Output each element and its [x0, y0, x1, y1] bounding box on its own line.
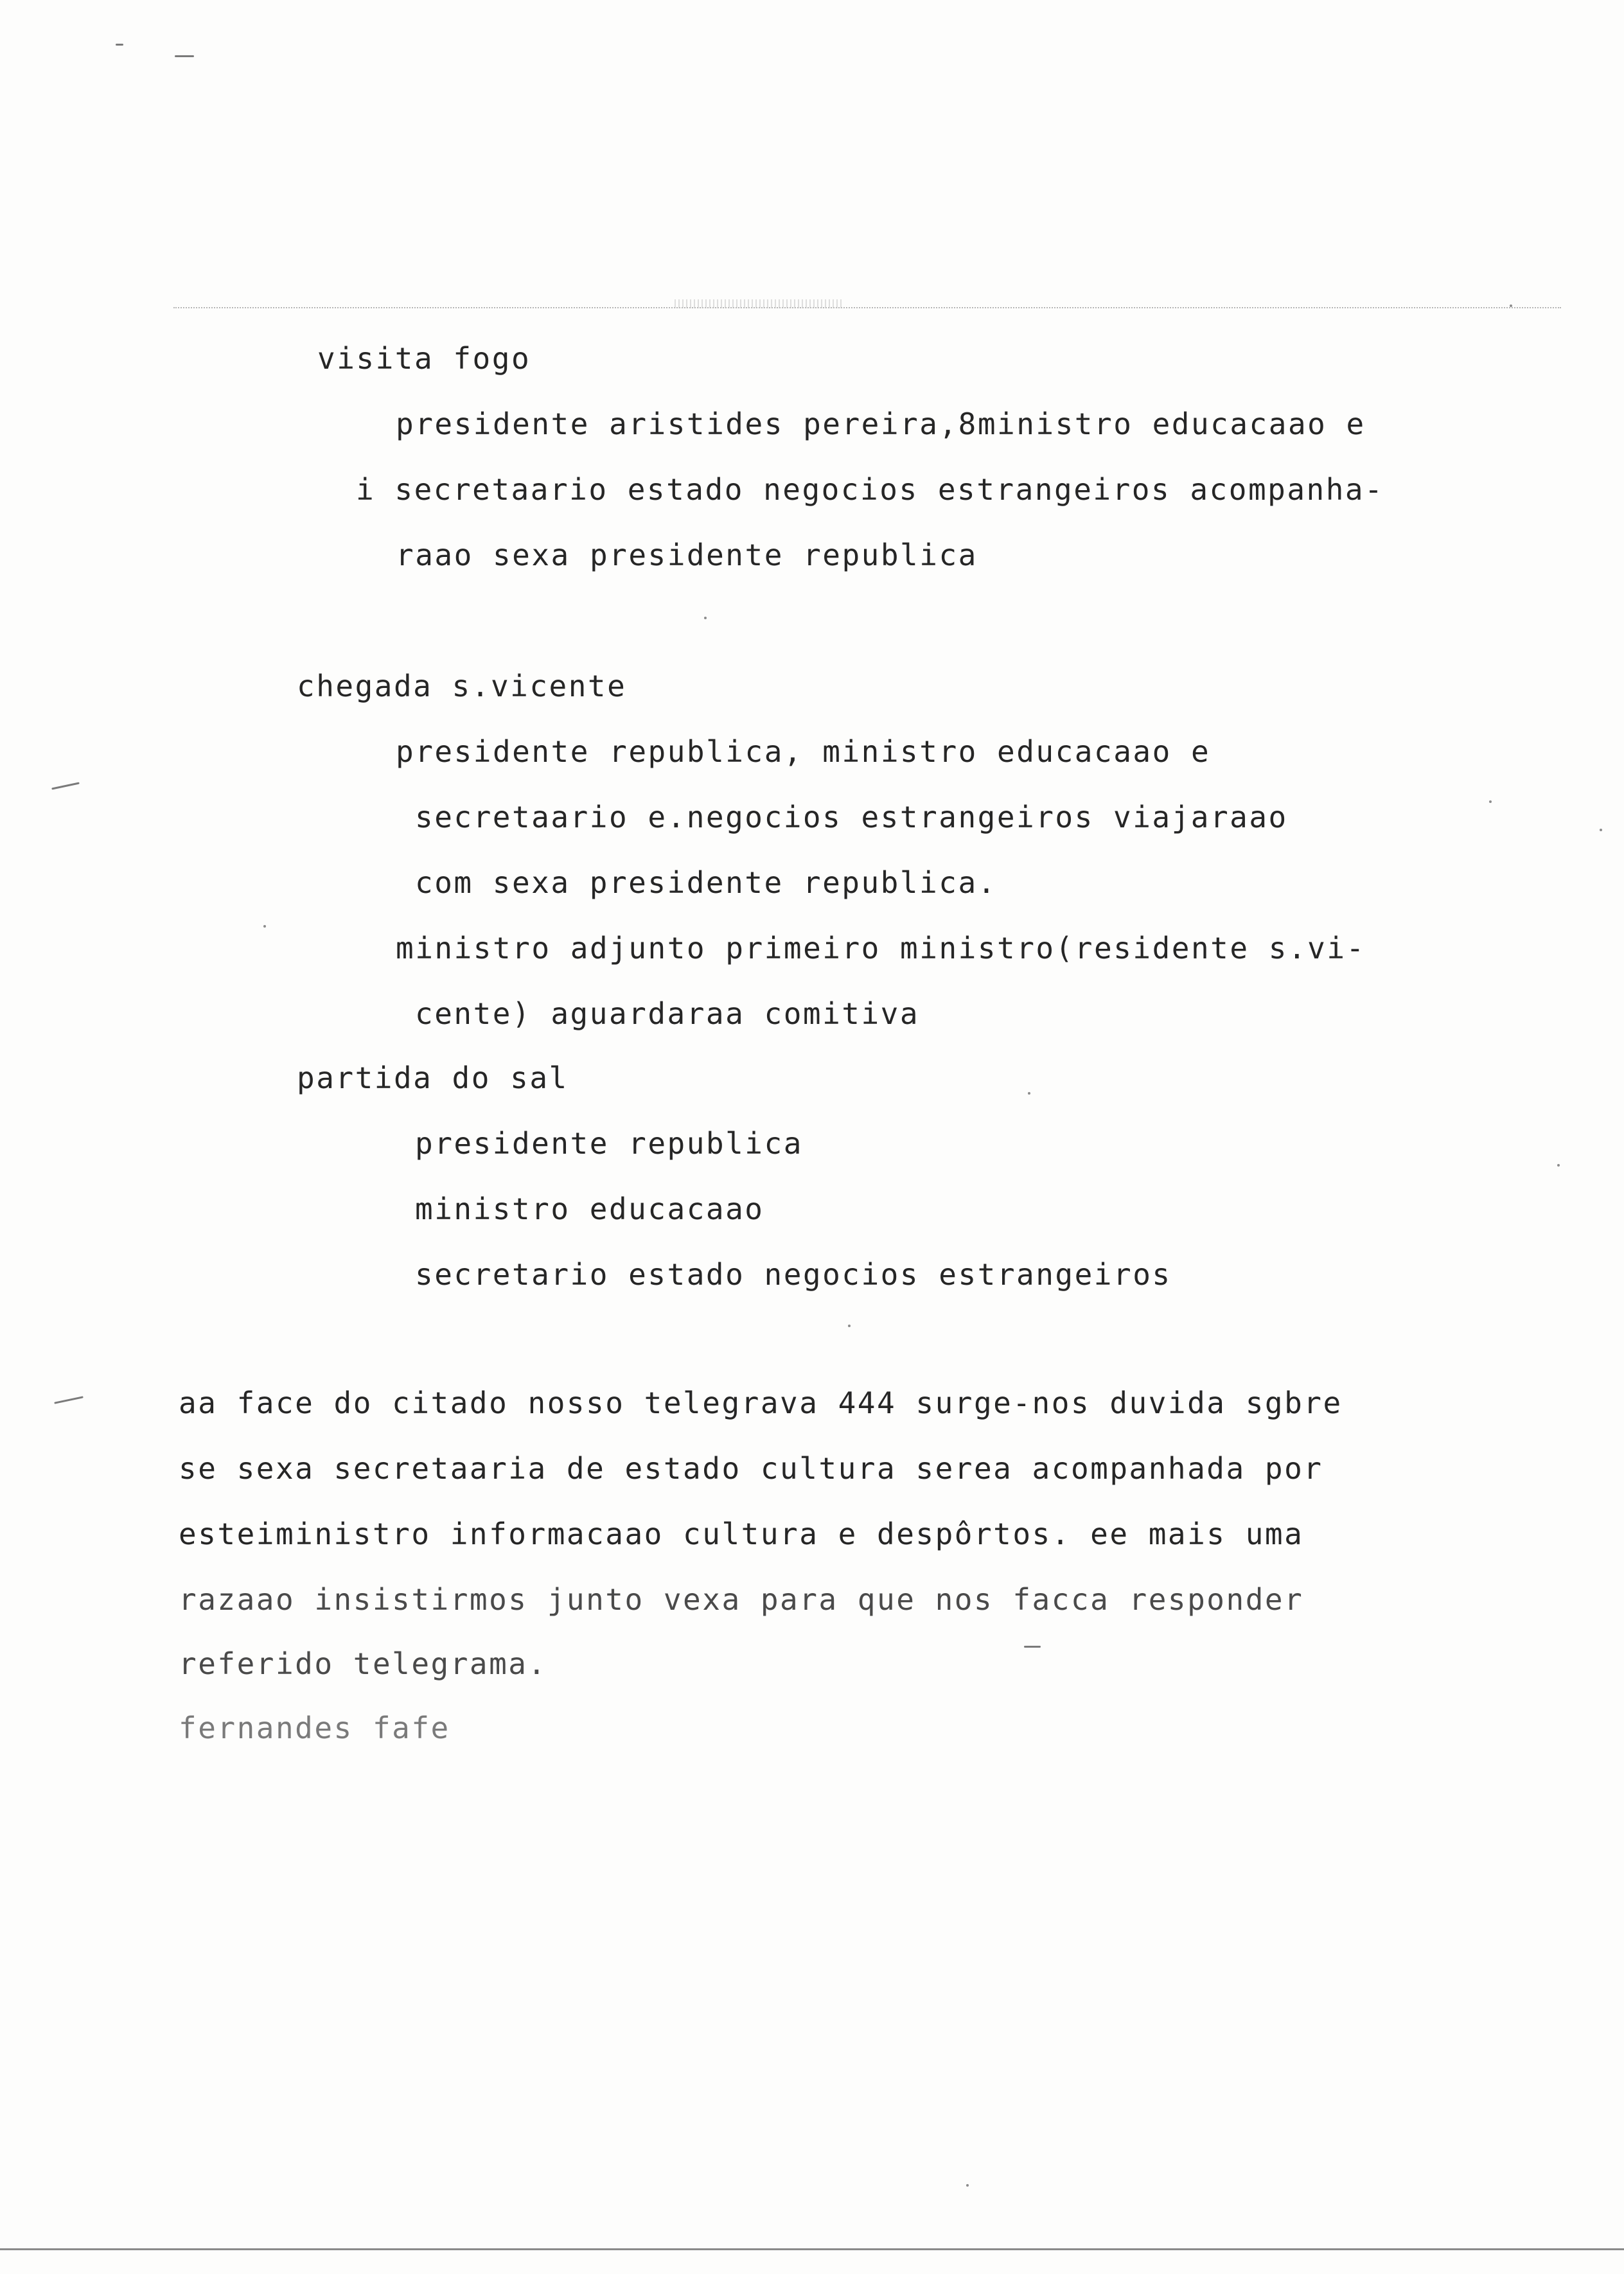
top-dotted-rule	[173, 307, 1561, 308]
top-rule-smudge	[675, 299, 842, 308]
visita-fogo-line-1: presidente aristides pereira,8ministro educacaao e	[396, 407, 1366, 441]
visita-fogo-line-2: i secretaario estado negocios estrangeiros acompanha-	[356, 472, 1384, 507]
scan-speck	[1557, 1164, 1560, 1167]
closing-line-4: razaao insistirmos junto vexa para que nos facca responder	[179, 1582, 1304, 1617]
chegada-line-3: com sexa presidente republica.	[415, 865, 997, 900]
scan-mark	[54, 1396, 84, 1404]
scan-speck	[966, 2184, 969, 2187]
closing-line-1: aa face do citado nosso telegrava 444 surge-nos duvida sgbre	[179, 1386, 1343, 1420]
bottom-rule	[0, 2248, 1624, 2250]
closing-line-5: referido telegrama.	[179, 1646, 547, 1681]
scan-speck	[1489, 800, 1492, 803]
scan-mark	[116, 44, 123, 46]
chegada-line-1: presidente republica, ministro educacaao e	[396, 734, 1211, 769]
chegada-line-2: secretaario e.negocios estrangeiros viajaraao	[415, 800, 1288, 834]
heading-chegada-svicente: chegada s.vicente	[297, 669, 627, 703]
partida-line-2: ministro educacaao	[415, 1192, 764, 1226]
heading-visita-fogo: visita fogo	[317, 341, 531, 376]
closing-line-3: esteiministro informacaao cultura e despôrtos. ee mais uma	[179, 1517, 1304, 1551]
partida-line-3: secretario estado negocios estrangeiros	[415, 1257, 1172, 1292]
closing-line-2: se sexa secretaaria de estado cultura serea acompanhada por	[179, 1451, 1323, 1486]
scan-mark	[51, 782, 80, 789]
chegada-line-4: ministro adjunto primeiro ministro(residente s.vi-	[396, 931, 1366, 965]
scan-speck	[1600, 829, 1602, 831]
chegada-line-5: cente) aguardaraa comitiva	[415, 996, 920, 1031]
scan-mark	[175, 55, 194, 57]
visita-fogo-line-3: raao sexa presidente republica	[396, 538, 978, 572]
scan-mark	[1024, 1646, 1041, 1648]
heading-partida-sal: partida do sal	[297, 1061, 569, 1095]
scan-speck	[704, 617, 707, 619]
partida-line-1: presidente republica	[415, 1126, 803, 1161]
scan-speck	[848, 1325, 851, 1327]
scan-speck	[263, 925, 266, 928]
scan-speck	[1028, 1092, 1030, 1095]
signature: fernandes fafe	[179, 1711, 450, 1745]
scan-speck	[1510, 304, 1512, 307]
